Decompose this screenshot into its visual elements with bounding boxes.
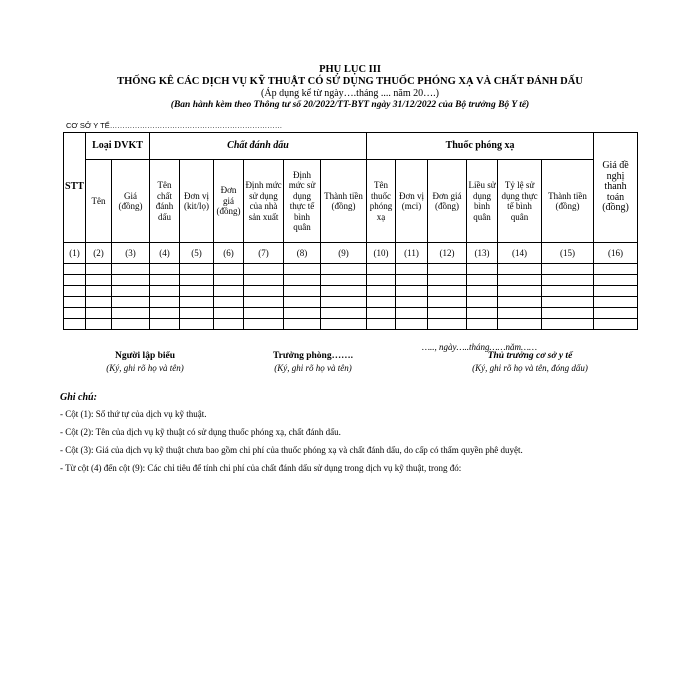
- table-cell: [180, 286, 214, 297]
- table-cell: [467, 319, 498, 330]
- table-cell: [467, 308, 498, 319]
- table-cell: [498, 319, 542, 330]
- table-cell: [284, 297, 321, 308]
- table-cell: [367, 275, 396, 286]
- table-cell: [64, 297, 86, 308]
- table-cell: [542, 286, 594, 297]
- header-col-2: Tên: [86, 160, 112, 243]
- table-cell: [150, 286, 180, 297]
- table-cell: [467, 275, 498, 286]
- table-cell: [244, 308, 284, 319]
- table-cell: [214, 319, 244, 330]
- table-cell: [112, 319, 150, 330]
- table-cell: [64, 275, 86, 286]
- table-cell: [112, 297, 150, 308]
- facility-head-role: Thủ trưởng cơ sở y tế: [487, 351, 573, 361]
- table-cell: [180, 297, 214, 308]
- applied-date-line: (Áp dụng kể từ ngày….tháng .... năm 20….): [261, 88, 439, 99]
- table-cell: [112, 275, 150, 286]
- table-cell: [594, 308, 638, 319]
- column-number: (15): [542, 243, 594, 264]
- table-cell: [367, 308, 396, 319]
- note-line: - Từ cột (4) đến cột (9): Các chỉ tiêu để tính chi phí của chất đánh dấu sử dụng trong dịch vụ kỹ thuật, trong đó:: [60, 463, 462, 473]
- table-cell: [498, 308, 542, 319]
- signature-date: ….., ngày…..tháng……năm……: [422, 342, 538, 352]
- table-row: [64, 264, 638, 275]
- table-cell: [428, 275, 467, 286]
- header-col-12: Đơn giá (đồng): [428, 160, 467, 243]
- table-cell: [86, 319, 112, 330]
- table-cell: [467, 286, 498, 297]
- signature-head-of-department: [238, 351, 388, 373]
- table-cell: [244, 286, 284, 297]
- table-cell: [428, 308, 467, 319]
- table-cell: [150, 275, 180, 286]
- table-row: [64, 275, 638, 286]
- table-cell: [112, 264, 150, 275]
- signature-preparer: [70, 351, 220, 373]
- table-cell: [542, 264, 594, 275]
- column-number: (10): [367, 243, 396, 264]
- header-col-11: Đơn vị (mci): [396, 160, 428, 243]
- table-cell: [214, 275, 244, 286]
- table-row: [64, 308, 638, 319]
- column-number-row: [64, 243, 638, 264]
- column-number: (11): [396, 243, 428, 264]
- table-cell: [86, 297, 112, 308]
- header-col-5: Đơn vị (kit/lọ): [180, 160, 214, 243]
- table-cell: [284, 319, 321, 330]
- issuance-note: (Ban hành kèm theo Thông tư số 20/2022/TT-BYT ngày 31/12/2022 của Bộ trưởng Bộ Y tế): [170, 100, 530, 110]
- table-cell: [367, 286, 396, 297]
- column-number: (1): [64, 243, 86, 264]
- table-cell: [321, 264, 367, 275]
- note-line: - Cột (2): Tên của dịch vụ kỹ thuật có sử dụng thuốc phóng xạ, chất đánh dấu.: [60, 427, 341, 437]
- column-number: (12): [428, 243, 467, 264]
- table-cell: [542, 308, 594, 319]
- column-number: (6): [214, 243, 244, 264]
- table-cell: [396, 264, 428, 275]
- table-cell: [150, 297, 180, 308]
- table-cell: [86, 286, 112, 297]
- column-number: (4): [150, 243, 180, 264]
- table-cell: [594, 275, 638, 286]
- header-group-marker: Chất đánh dấu: [150, 133, 367, 160]
- table-cell: [396, 297, 428, 308]
- table-cell: [214, 308, 244, 319]
- signature-facility-head: [430, 351, 630, 373]
- header-col-10: Tên thuốc phóng xạ: [367, 160, 396, 243]
- column-number: (3): [112, 243, 150, 264]
- facility-line: CƠ SỞ Y TẾ……………………………………………………………: [66, 121, 283, 130]
- notes-title: Ghi chú:: [60, 392, 97, 403]
- table-cell: [321, 275, 367, 286]
- table-cell: [428, 297, 467, 308]
- table-cell: [467, 297, 498, 308]
- header-group-dvkt: Loại DVKT: [86, 133, 150, 160]
- table-cell: [86, 275, 112, 286]
- preparer-role: Người lập biểu: [114, 351, 176, 361]
- table-cell: [214, 264, 244, 275]
- table-cell: [284, 264, 321, 275]
- header-col-9: Thành tiền (đồng): [321, 160, 367, 243]
- table-cell: [594, 286, 638, 297]
- column-number: (5): [180, 243, 214, 264]
- table-cell: [64, 319, 86, 330]
- header-col-8: Định mức sử dụng thực tế bình quân: [284, 160, 321, 243]
- table-cell: [498, 275, 542, 286]
- table-cell: [321, 308, 367, 319]
- column-number: (7): [244, 243, 284, 264]
- note-line: - Cột (1): Số thứ tự của dịch vụ kỹ thuật.: [60, 409, 207, 419]
- table-cell: [498, 297, 542, 308]
- table-cell: [214, 297, 244, 308]
- table-cell: [498, 286, 542, 297]
- table-cell: [64, 286, 86, 297]
- table-cell: [64, 264, 86, 275]
- header-col-6: Đơn giá (đồng): [214, 160, 244, 243]
- table-cell: [244, 319, 284, 330]
- column-number: (16): [594, 243, 638, 264]
- table-cell: [321, 297, 367, 308]
- header-stt: STT: [64, 133, 86, 243]
- head-role: Trưởng phòng…….: [273, 351, 353, 361]
- table-cell: [594, 297, 638, 308]
- note-line: - Cột (3): Giá của dịch vụ kỹ thuật chưa bao gồm chi phí của thuốc phóng xạ và chất đánh dấu, do cấp có thẩm quyền phê duyệt.: [60, 445, 523, 455]
- table-cell: [321, 286, 367, 297]
- facility-head-note: (Ký, ghi rõ họ và tên, đóng dấu): [472, 363, 588, 373]
- table-row: [64, 286, 638, 297]
- table-cell: [86, 308, 112, 319]
- table-cell: [542, 319, 594, 330]
- header-proposed-price: Giá đề nghị thanh toán (đồng): [594, 133, 638, 243]
- table-cell: [112, 286, 150, 297]
- table-row: [64, 297, 638, 308]
- table-cell: [542, 275, 594, 286]
- table-cell: [180, 319, 214, 330]
- document-title: THỐNG KÊ CÁC DỊCH VỤ KỸ THUẬT CÓ SỬ DỤNG THUỐC PHÓNG XẠ VÀ CHẤT ĐÁNH DẤU: [117, 76, 583, 87]
- appendix-label: PHỤ LỤC III: [319, 64, 381, 75]
- table-cell: [244, 297, 284, 308]
- table-cell: [594, 264, 638, 275]
- table-cell: [180, 275, 214, 286]
- header-group-radiopharmaceutical: Thuốc phóng xạ: [367, 133, 594, 160]
- table-cell: [284, 286, 321, 297]
- column-number: (14): [498, 243, 542, 264]
- table-cell: [64, 308, 86, 319]
- table-cell: [244, 275, 284, 286]
- table-cell: [396, 286, 428, 297]
- table-cell: [396, 308, 428, 319]
- table-cell: [594, 319, 638, 330]
- header-col-3: Giá (đồng): [112, 160, 150, 243]
- column-number: (13): [467, 243, 498, 264]
- table-cell: [150, 319, 180, 330]
- table-cell: [284, 275, 321, 286]
- column-number: (2): [86, 243, 112, 264]
- table-cell: [428, 286, 467, 297]
- header-col-7: Định mức sử dụng của nhà sản xuất: [244, 160, 284, 243]
- table-row: [64, 319, 638, 330]
- table-cell: [180, 264, 214, 275]
- column-number: (9): [321, 243, 367, 264]
- table-cell: [180, 308, 214, 319]
- table-cell: [367, 297, 396, 308]
- table-cell: [367, 264, 396, 275]
- table-cell: [321, 319, 367, 330]
- header-col-14: Tỷ lệ sử dụng thực tế bình quân: [498, 160, 542, 243]
- header-col-13: Liều sử dụng bình quân: [467, 160, 498, 243]
- table-cell: [150, 308, 180, 319]
- table-cell: [214, 286, 244, 297]
- table-cell: [428, 319, 467, 330]
- table-cell: [86, 264, 112, 275]
- header-col-15: Thành tiền (đồng): [542, 160, 594, 243]
- table-cell: [112, 308, 150, 319]
- table-cell: [542, 297, 594, 308]
- table-cell: [367, 319, 396, 330]
- table-cell: [396, 319, 428, 330]
- table-cell: [396, 275, 428, 286]
- header-col-4: Tên chất đánh dấu: [150, 160, 180, 243]
- column-number: (8): [284, 243, 321, 264]
- table-body: [64, 264, 638, 330]
- table-cell: [428, 264, 467, 275]
- statistics-table: [63, 132, 638, 330]
- table-cell: [244, 264, 284, 275]
- table-cell: [467, 264, 498, 275]
- head-note: (Ký, ghi rõ họ và tên): [274, 363, 352, 373]
- table-cell: [498, 264, 542, 275]
- table-cell: [284, 308, 321, 319]
- table-cell: [150, 264, 180, 275]
- preparer-note: (Ký, ghi rõ họ và tên): [106, 363, 184, 373]
